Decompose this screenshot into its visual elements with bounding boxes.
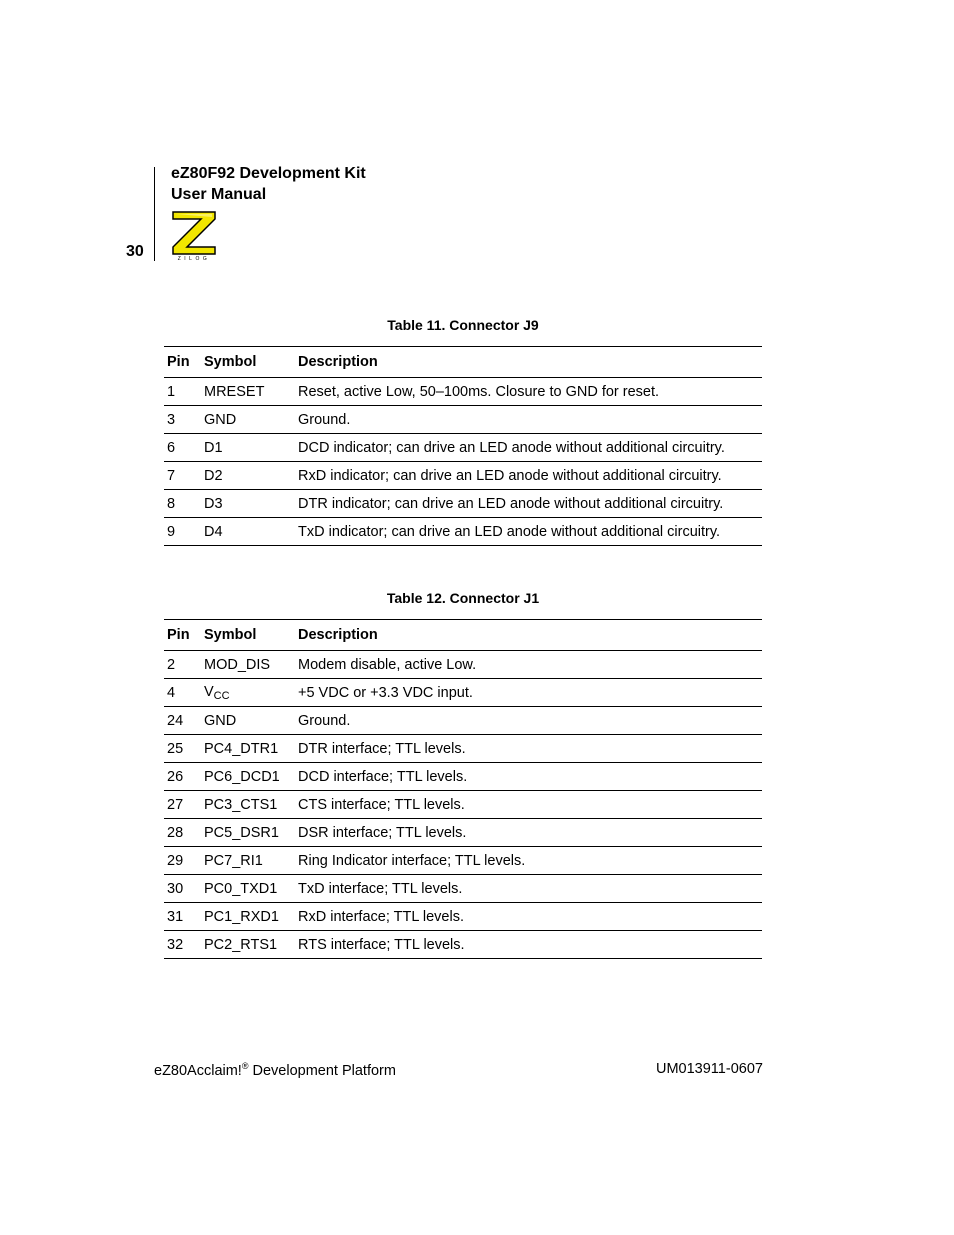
- table-row: [164, 819, 762, 847]
- cell-description: DTR indicator; can drive an LED anode without additional circuitry.: [295, 490, 762, 518]
- cell-symbol: PC0_TXD1: [201, 875, 295, 903]
- cell-pin: 28: [164, 819, 201, 847]
- column-header-symbol: Symbol: [201, 347, 295, 378]
- cell-description: Reset, active Low, 50–100ms. Closure to GND for reset.: [295, 378, 762, 406]
- table11-body: [164, 378, 762, 546]
- table-row: [164, 679, 762, 707]
- cell-description: Modem disable, active Low.: [295, 651, 762, 679]
- cell-description: RxD indicator; can drive an LED anode without additional circuitry.: [295, 462, 762, 490]
- table-row: [164, 707, 762, 735]
- cell-pin: 8: [164, 490, 201, 518]
- registered-mark: ®: [241, 1061, 249, 1071]
- cell-symbol: PC3_CTS1: [201, 791, 295, 819]
- cell-symbol: D2: [201, 462, 295, 490]
- column-header-description: Description: [295, 620, 762, 651]
- zilog-logo-text: ZILOG: [177, 256, 211, 262]
- footer-document-id: UM013911-0607: [656, 1061, 763, 1077]
- cell-symbol: MRESET: [201, 378, 295, 406]
- cell-symbol: PC1_RXD1: [201, 903, 295, 931]
- table-row: [164, 847, 762, 875]
- table-row: [164, 791, 762, 819]
- cell-symbol: PC7_RI1: [201, 847, 295, 875]
- cell-pin: 24: [164, 707, 201, 735]
- document-title-line2: User Manual: [171, 186, 267, 203]
- table-connector-j1: [164, 619, 762, 959]
- page-number: 30: [126, 243, 144, 260]
- cell-symbol: D4: [201, 518, 295, 546]
- cell-pin: 31: [164, 903, 201, 931]
- cell-description: TxD interface; TTL levels.: [295, 875, 762, 903]
- table-header-row: [164, 620, 762, 651]
- cell-pin: 30: [164, 875, 201, 903]
- cell-symbol: GND: [201, 707, 295, 735]
- table-row: [164, 490, 762, 518]
- column-header-symbol: Symbol: [201, 620, 295, 651]
- cell-pin: 3: [164, 406, 201, 434]
- cell-symbol: GND: [201, 406, 295, 434]
- document-title: [171, 163, 366, 205]
- cell-pin: 32: [164, 931, 201, 959]
- column-header-pin: Pin: [164, 620, 201, 651]
- document-title-line1: eZ80F92 Development Kit: [171, 165, 366, 182]
- cell-pin: 9: [164, 518, 201, 546]
- table-row: [164, 434, 762, 462]
- cell-pin: 2: [164, 651, 201, 679]
- cell-description: Ground.: [295, 707, 762, 735]
- cell-symbol: PC6_DCD1: [201, 763, 295, 791]
- table-row: [164, 406, 762, 434]
- footer-platform-name: [154, 1061, 396, 1079]
- table12-caption: Table 12. Connector J1: [386, 590, 540, 606]
- cell-description: DCD interface; TTL levels.: [295, 763, 762, 791]
- cell-pin: 7: [164, 462, 201, 490]
- cell-pin: 27: [164, 791, 201, 819]
- cell-symbol: PC5_DSR1: [201, 819, 295, 847]
- table-row: [164, 378, 762, 406]
- table-header-row: [164, 347, 762, 378]
- symbol-subscript: CC: [213, 689, 230, 702]
- cell-description: DSR interface; TTL levels.: [295, 819, 762, 847]
- cell-symbol: PC4_DTR1: [201, 735, 295, 763]
- cell-pin: 1: [164, 378, 201, 406]
- table-row: [164, 518, 762, 546]
- footer-brand: eZ80Acclaim!: [154, 1063, 242, 1079]
- header-divider: [154, 167, 155, 261]
- cell-description: DCD indicator; can drive an LED anode without additional circuitry.: [295, 434, 762, 462]
- cell-pin: 4: [164, 679, 201, 707]
- cell-symbol: PC2_RTS1: [201, 931, 295, 959]
- cell-pin: 6: [164, 434, 201, 462]
- cell-description: TxD indicator; can drive an LED anode without additional circuitry.: [295, 518, 762, 546]
- symbol-base: V: [204, 683, 214, 700]
- table12-body: [164, 651, 762, 959]
- cell-pin: 29: [164, 847, 201, 875]
- cell-description: RxD interface; TTL levels.: [295, 903, 762, 931]
- cell-pin: 25: [164, 735, 201, 763]
- table-row: [164, 735, 762, 763]
- table11-caption: Table 11. Connector J9: [387, 317, 539, 333]
- cell-symbol: MOD_DIS: [201, 651, 295, 679]
- cell-description: RTS interface; TTL levels.: [295, 931, 762, 959]
- zilog-z-mark: [173, 212, 215, 254]
- cell-description: CTS interface; TTL levels.: [295, 791, 762, 819]
- cell-description: +5 VDC or +3.3 VDC input.: [295, 679, 762, 707]
- cell-symbol: D3: [201, 490, 295, 518]
- column-header-description: Description: [295, 347, 762, 378]
- table-row: [164, 875, 762, 903]
- footer-suffix: Development Platform: [248, 1063, 396, 1079]
- table-connector-j9: [164, 346, 762, 546]
- table-row: [164, 763, 762, 791]
- cell-symbol: [201, 679, 295, 707]
- cell-description: DTR interface; TTL levels.: [295, 735, 762, 763]
- cell-description: Ring Indicator interface; TTL levels.: [295, 847, 762, 875]
- table-row: [164, 651, 762, 679]
- cell-symbol: D1: [201, 434, 295, 462]
- table-row: [164, 903, 762, 931]
- cell-pin: 26: [164, 763, 201, 791]
- zilog-logo: [170, 210, 218, 262]
- column-header-pin: Pin: [164, 347, 201, 378]
- cell-description: Ground.: [295, 406, 762, 434]
- table-row: [164, 462, 762, 490]
- table-row: [164, 931, 762, 959]
